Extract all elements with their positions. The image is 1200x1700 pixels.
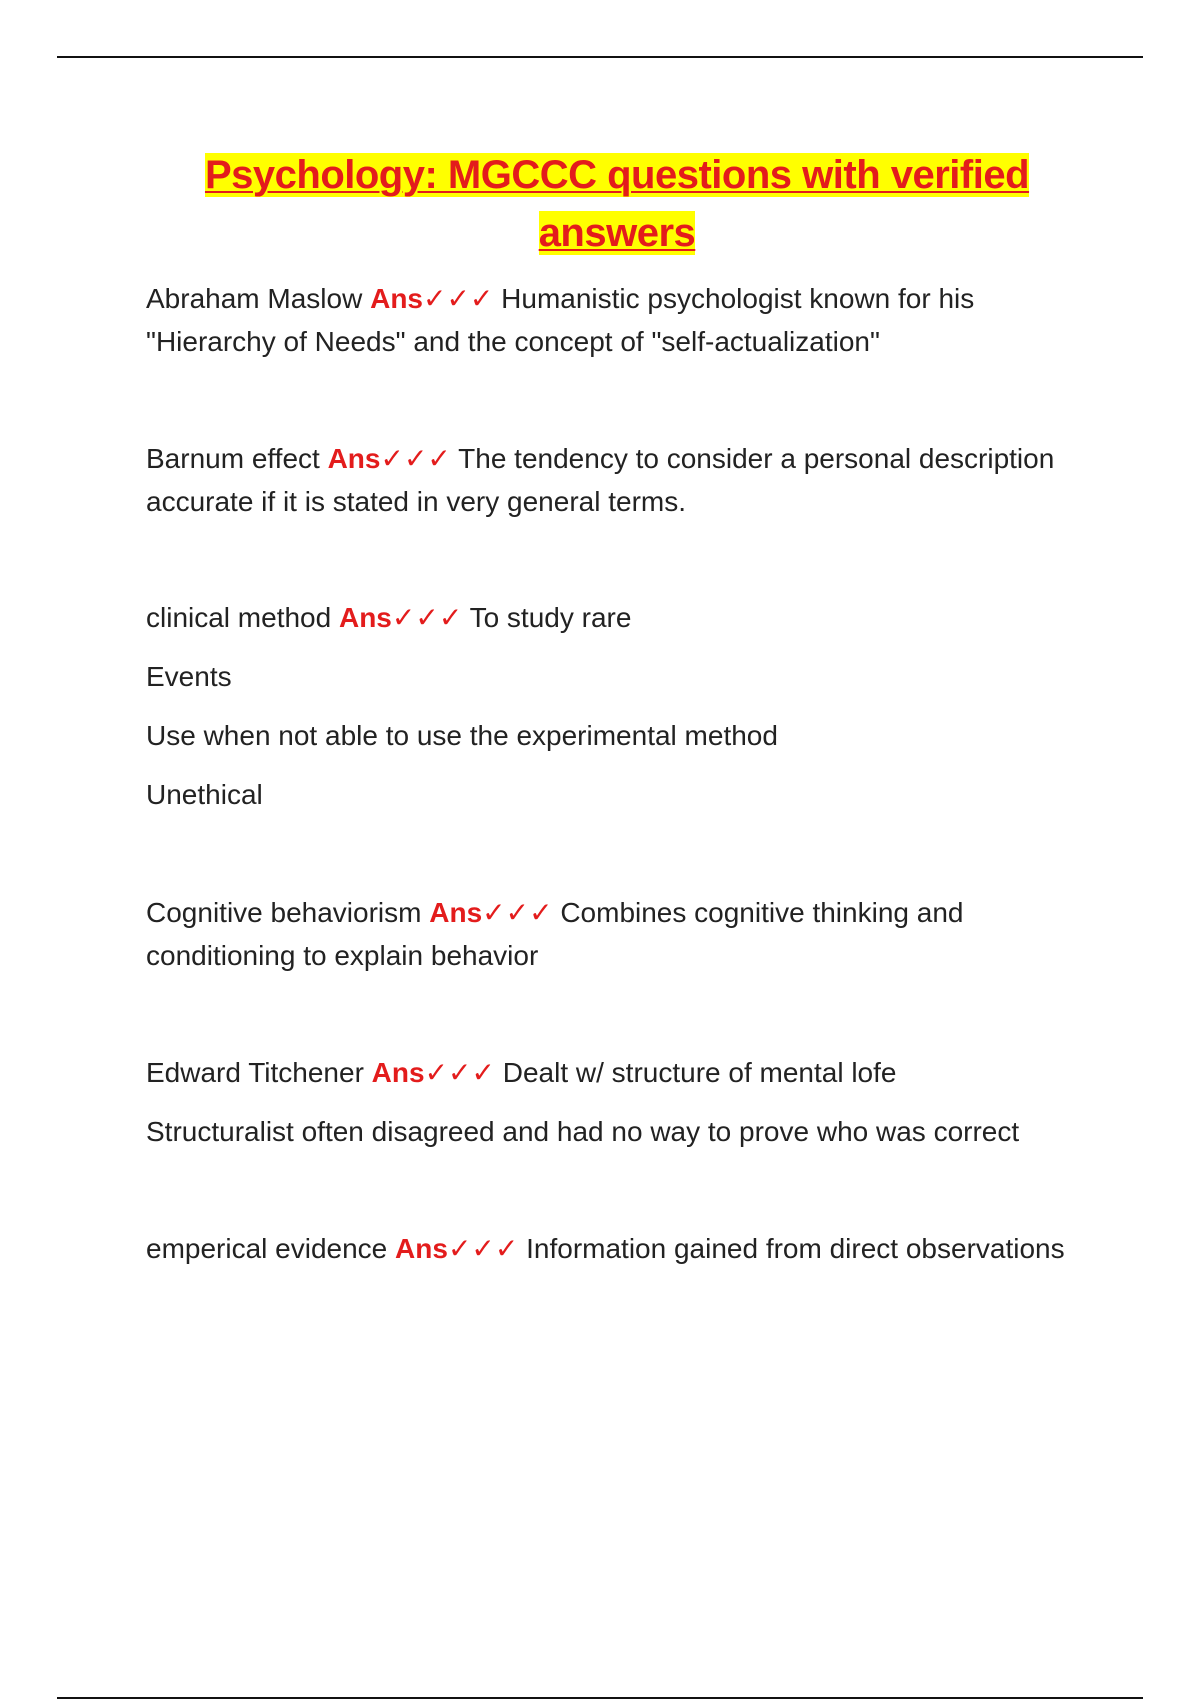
qa-entry-cognitive-behaviorism	[146, 891, 1086, 977]
answer-extra-line: Use when not able to use the experimental method	[146, 720, 778, 751]
qa-entry-titchener	[146, 1051, 1086, 1153]
answer-label: Ans	[338, 602, 392, 633]
qa-line	[146, 437, 1086, 523]
qa-line	[146, 1227, 1086, 1270]
qa-line	[146, 1051, 1086, 1094]
term: clinical method	[146, 602, 332, 633]
check-marks: ✓✓✓	[482, 897, 553, 928]
term: Barnum effect	[146, 443, 320, 474]
answer-text: Combines cognitive thinking and conditioning to explain behavior	[146, 897, 964, 971]
qa-entry-barnum	[146, 437, 1086, 523]
answer-text: Humanistic psychologist known for his "Hierarchy of Needs" and the concept of "self-actualization"	[146, 283, 975, 357]
answer-text: Information gained from direct observations	[526, 1233, 1065, 1264]
check-marks: ✓✓✓	[447, 1233, 519, 1264]
answer-label: Ans	[371, 1057, 425, 1088]
answer-label: Ans	[429, 897, 483, 928]
term: Edward Titchener	[146, 1057, 364, 1088]
header-rule	[57, 56, 1143, 58]
answer-extra-line: Structuralist often disagreed and had no way to prove who was correct	[146, 1116, 1020, 1147]
answer-label: Ans	[395, 1233, 448, 1264]
term: Abraham Maslow	[146, 283, 363, 314]
answer-extra-line: Events	[146, 661, 232, 692]
check-marks: ✓✓✓	[380, 443, 451, 474]
term: Cognitive behaviorism	[146, 897, 422, 928]
answer-text: Dealt w/ structure of mental lofe	[502, 1057, 897, 1088]
footer-rule	[57, 1697, 1143, 1699]
title-line-2: answers	[538, 211, 696, 255]
answer-label: Ans	[327, 443, 381, 474]
qa-entry-clinical-method	[146, 596, 1086, 816]
qa-entry-emperical-evidence	[146, 1227, 1086, 1270]
qa-entry-maslow	[146, 277, 1086, 363]
qa-line	[146, 891, 1086, 977]
answer-text: The tendency to consider a personal description accurate if it is stated in very general terms.	[146, 443, 1055, 517]
answer-label: Ans	[370, 283, 423, 314]
term: emperical evidence	[146, 1233, 388, 1264]
check-marks: ✓✓✓	[424, 1057, 495, 1088]
title-line-1: Psychology: MGCCC questions with verified	[204, 153, 1030, 197]
answer-text: To study rare	[469, 602, 632, 633]
document-title	[0, 146, 1200, 262]
qa-line	[146, 277, 1086, 363]
check-marks: ✓✓✓	[391, 602, 463, 633]
check-marks: ✓✓✓	[423, 283, 494, 314]
answer-extra-line: Unethical	[146, 779, 263, 810]
qa-line	[146, 596, 1086, 639]
